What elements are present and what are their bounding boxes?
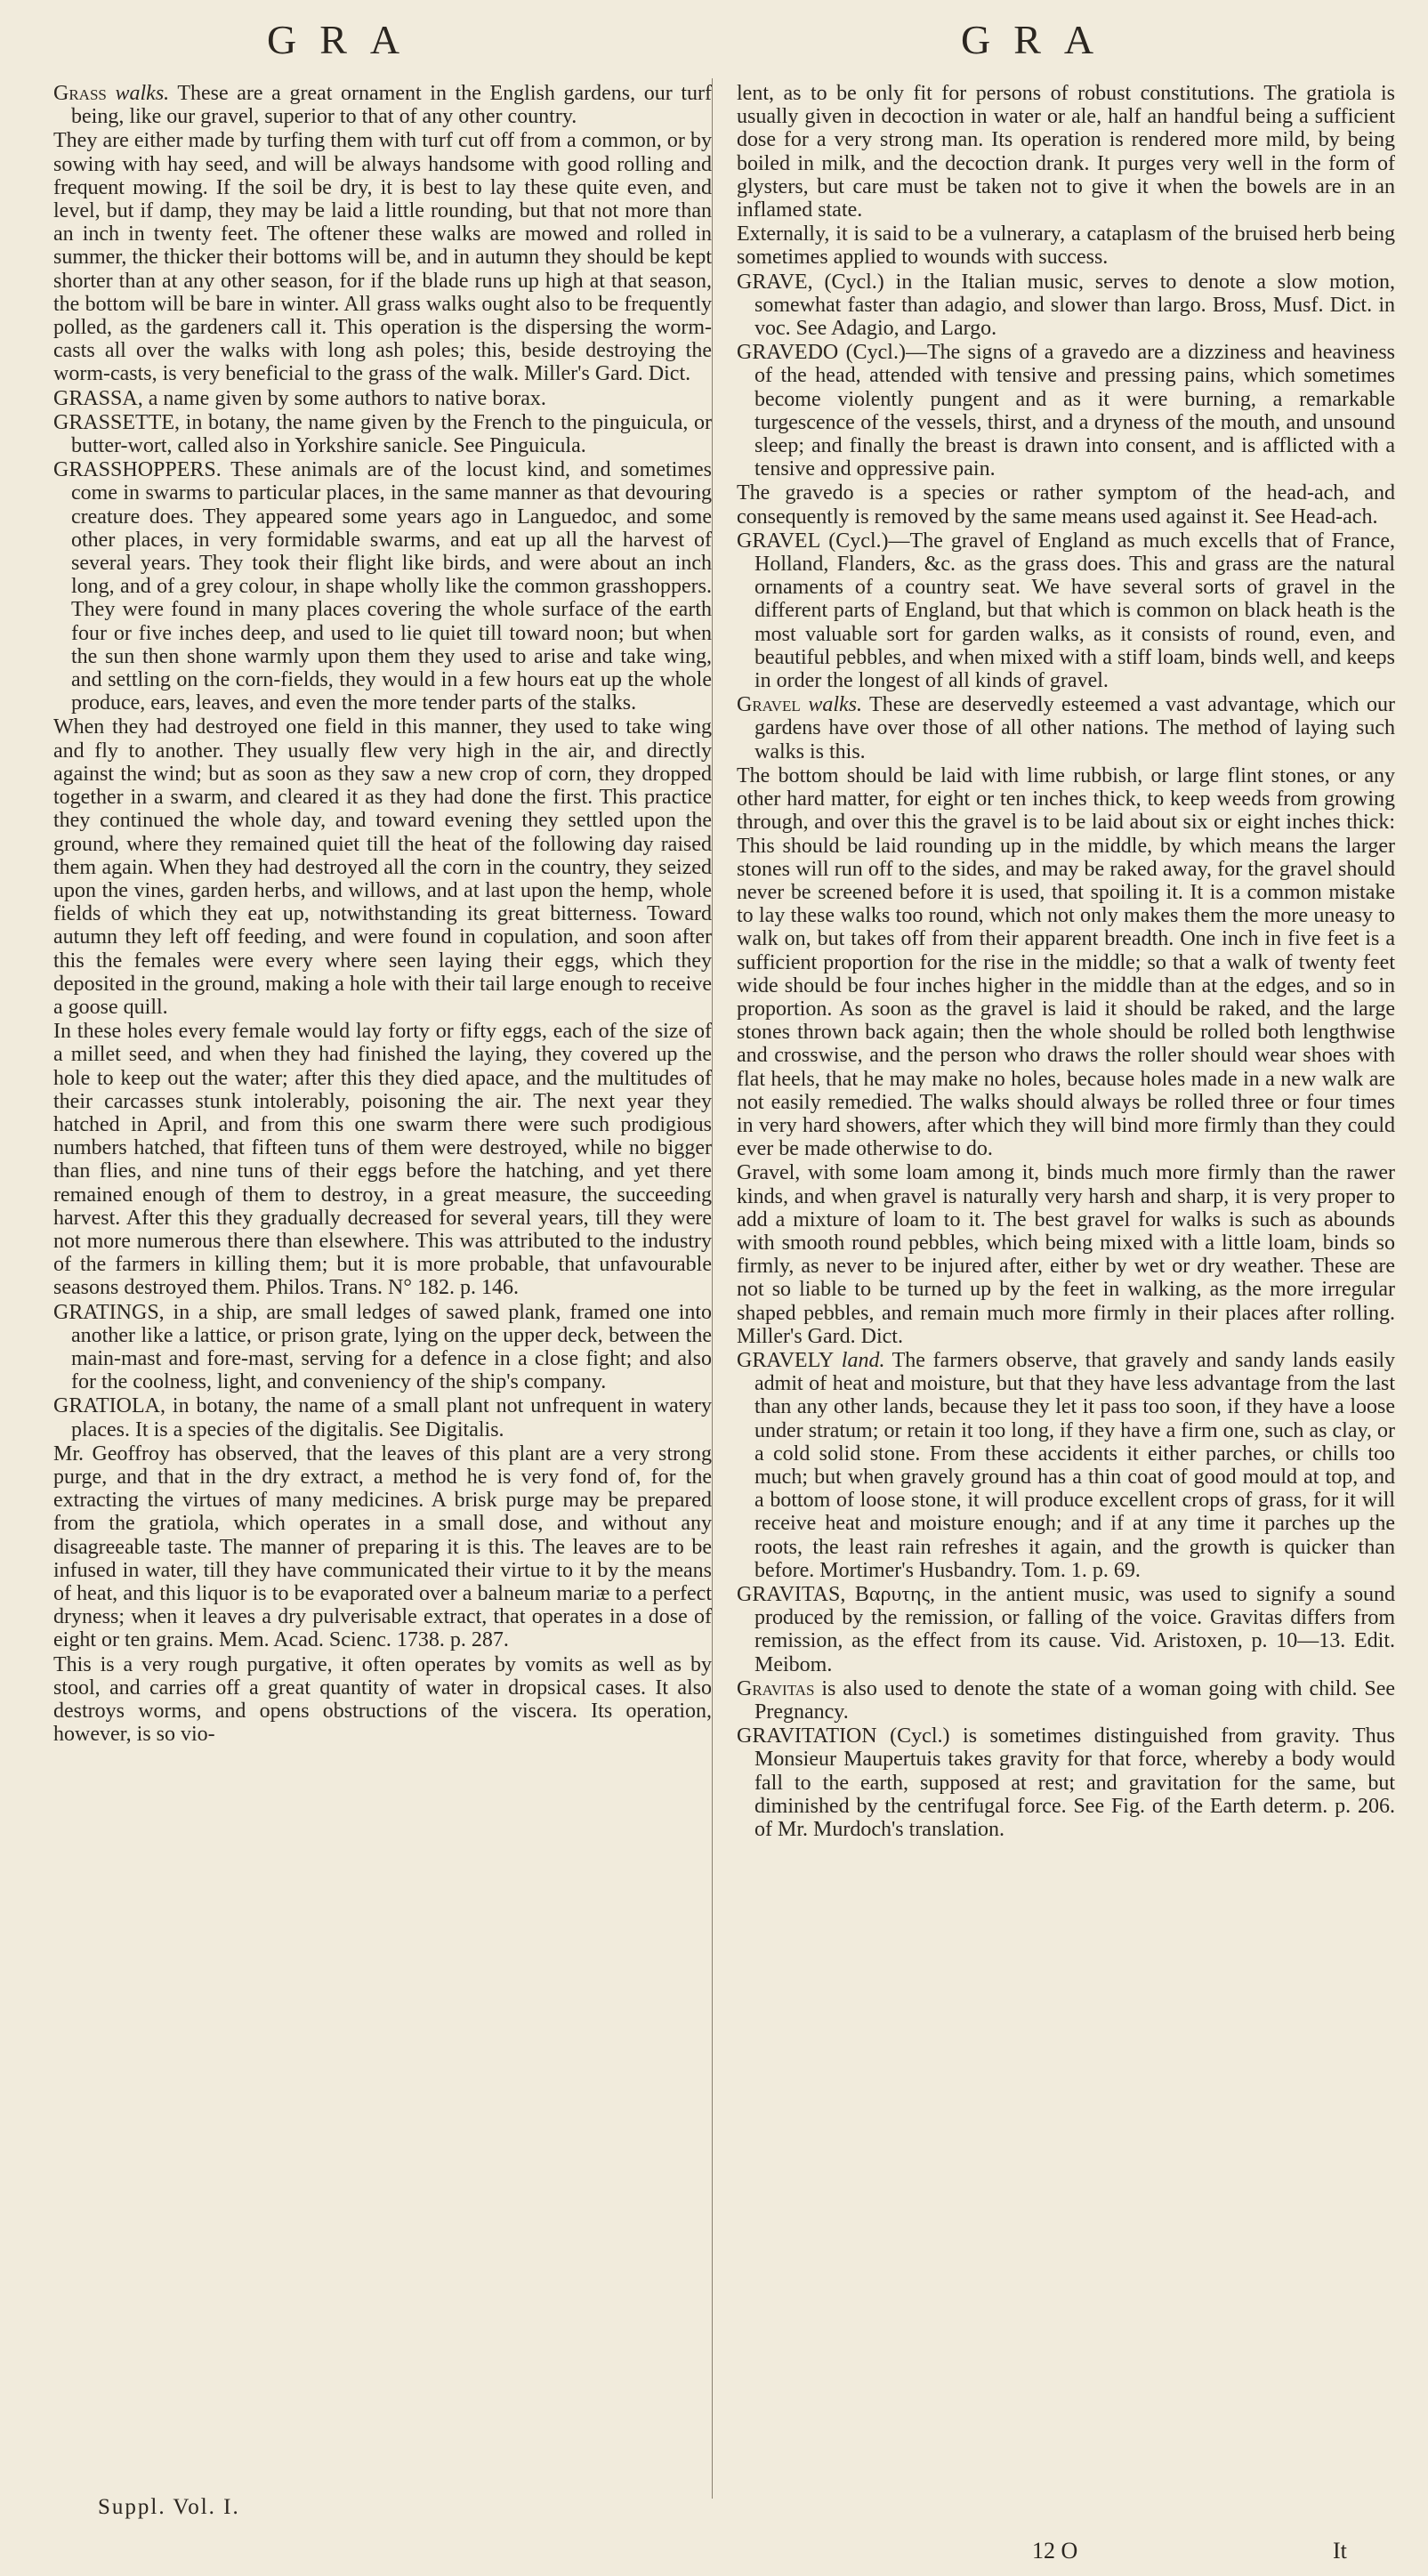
entry-headword: GRAVITAS,	[737, 1583, 846, 1606]
entry-paragraph	[53, 1653, 712, 1747]
entry-headword: GRATINGS,	[53, 1300, 165, 1324]
entry-paragraph	[737, 1161, 1395, 1348]
right-column	[737, 82, 1395, 1842]
left-column	[53, 82, 712, 1747]
volume-footer: Suppl. Vol. I.	[98, 2495, 240, 2519]
entry-headword: Grass	[53, 82, 107, 105]
entry-headword: GRAVEL	[737, 529, 821, 553]
entry-text: These animals are of the locust kind, and sometimes come in swarms to particular places, in the same manner as that devouring creature does. They appeared some years ago in Languedoc, and some other places, in very formidable swarms, and eat up all the harvest of several years. They took their flight like birds, and were about an inch long, and of a grey colour, in shape wholly like the common grasshoppers. They were found in many places covering the whole surface of the earth four or five inches deep, and used to lie quiet till toward noon; but when the sun then shone warmly upon them they used to arise and take wing, and settling on the corn-fields, they would in a few hours eat up the whole produce, ears, leaves, and even the more tender parts of the stalks.	[71, 458, 712, 715]
entry-text: The bottom should be laid with lime rubbish, or large flint stones, or any other hard matter, for eight or ten inches thick, to keep weeds from growing through, and over this the gravel is to be laid about six or eight inches thick: This should be laid rounding up in the middle, by which means the larger stones will run off to the sides, and may be raked away, for the gravel should never be screened before it is used, that spoiling it. It is a common mistake to lay these walks too round, which not only makes them the more uneasy to walk on, but takes off from their apparent breadth. One inch in five feet is a sufficient proportion for the rise in the middle; so that a walk of twenty feet wide should be four inches higher in the middle than at the edges, and so in proportion. As soon as the gravel is laid it should be raked, and the large stones thrown back again; then the whole should be rolled both lengthwise and crosswise, and the person who draws the roller should wear shoes with flat heels, that he may make no holes, because holes made in a new walk are not easily remedied. The walks should always be rolled three or four times in very hard showers, after which they will bind more firmly than they could ever be made otherwise to do.	[737, 763, 1395, 1161]
entry-text: These are deservedly esteemed a vast advantage, which our gardens have over those of all other nations. The method of laying such walks is this.	[754, 693, 1396, 763]
running-head-left: GRA	[267, 17, 424, 62]
entry-headword-qualifier: land.	[841, 1348, 885, 1372]
entry-paragraph	[737, 82, 1395, 222]
entry-headword: GRAVELY	[737, 1348, 835, 1372]
entry-text: in a ship, are small ledges of sawed plank, framed one into another like a lattice, or prison grate, lying on the upper deck, between the main-mast and fore-mast, serving for a defence in a close fight; and also for the coolness, light, and conveniency of the ship's company.	[71, 1300, 712, 1394]
entry-text: in botany, the name given by the French to the pinguicula, or butter-wort, called also in Yorkshire sanicle. See Pinguicula.	[71, 410, 712, 458]
entry-text: a name given by some authors to native borax.	[142, 386, 546, 410]
entry-text: This is a very rough purgative, it often operates by vomits as well as by stool, and carries off a great quantity of water in dropsical cases. It also destroys worms, and opens obstructions of the viscera. Its operation, however, is so vio-	[53, 1652, 712, 1747]
entry-paragraph	[737, 481, 1395, 528]
dictionary-entry	[53, 458, 712, 715]
dictionary-entry	[737, 1724, 1395, 1841]
entry-text: Gravel, with some loam among it, binds much more firmly than the rawer kinds, and when gravel is naturally very harsh and sharp, it is very proper to add a mixture of loam to it. The best gravel for walks is such as abounds with smooth round pebbles, which being mixed with a little loam, binds so firmly, as never to be injured after, either by wet or dry weather. These are not so liable to be turned up by the feet in walking, as the more irregular shaped pebbles, and remain much more firmly in their places after rolling. Miller's Gard. Dict.	[737, 1161, 1395, 1348]
entry-text: Βαρυτης, in the antient music, was used to signify a sound produced by the remission, or falling of the voice. Gravitas differs from remission, as the effect from its cause. Vid. Aristoxen, p. 10—13. Edit. Meibom.	[754, 1583, 1395, 1676]
dictionary-entry	[737, 271, 1395, 341]
dictionary-entry	[53, 1301, 712, 1394]
entry-headword: Gravitas	[737, 1676, 815, 1700]
entry-text: They are either made by turfing them with turf cut off from a common, or by sowing with hay seed, and will be always handsome with good rolling and frequent mowing. If the soil be dry, it is best to lay these quite even, and level, but if damp, they may be laid a little rounding, but that not more than an inch in twenty feet. The oftener these walks are mowed and rolled in summer, the thicker their bottoms will be, and in autumn they should be kept shorter than at any other season, for if the blade runs up high at that season, the bottom will be bare in winter. All grass walks ought also to be frequently polled, as the gardeners call it. This operation is the dispersing the worm-casts all over the walks with long ash poles; this, beside destroying the worm-casts, is very beneficial to the grass of the walk. Miller's Gard. Dict.	[53, 129, 712, 386]
entry-headword-qualifier: walks.	[808, 693, 862, 717]
entry-text: In these holes every female would lay forty or fifty eggs, each of the size of a millet seed, and when they had finished the laying, they covered up the hole to keep out the water; after this they died apace, and the multitudes of their carcasses stunk intolerably, poisoning the air. The next year they hatched in April, and from this one swarm there were such prodigious numbers hatched, that fifteen tuns of them were destroyed, while no bigger than flies, and nine tuns of their eggs before the hatching, and yet there remained enough of them to destroy, in a great measure, the succeeding harvest. After this they gradually decreased for several years, till they were not more numerous there than elsewhere. This was attributed to the industry of the farmers in killing them; but it is more probable, that unfavourable seasons destroyed them. Philos. Trans. N° 182. p. 146.	[53, 1020, 712, 1300]
dictionary-entry	[737, 1583, 1395, 1676]
entry-text: is also used to denote the state of a woman going with child. See Pregnancy.	[754, 1676, 1395, 1724]
entry-headword: GRASSETTE,	[53, 410, 181, 434]
dictionary-entry	[53, 82, 712, 128]
entry-text: Externally, it is said to be a vulnerary, a cataplasm of the bruised herb being sometimes applied to wounds with success.	[737, 222, 1395, 270]
dictionary-entry	[737, 341, 1395, 480]
dictionary-entry	[53, 387, 712, 410]
entry-paragraph	[53, 715, 712, 1019]
entry-text: (Cycl.) in the Italian music, serves to denote a slow motion, somewhat faster than adagio, and slower than largo. Bross, Musf. Dict. in voc. See Adagio, and Largo.	[754, 270, 1395, 341]
entry-headword: Gravel	[737, 693, 801, 717]
entry-text: (Cycl.) is sometimes distinguished from gravity. Thus Monsieur Maupertuis takes gravity for that force, whereby a body would fall to the earth, supposed at rest; and gravitation for the same, but diminished by the centrifugal force. See Fig. of the Earth determ. p. 206. of Mr. Murdoch's translation.	[754, 1724, 1395, 1842]
entry-headword: GRASSHOPPERS.	[53, 458, 222, 482]
dictionary-entry	[737, 529, 1395, 692]
running-head-right: GRA	[961, 17, 1117, 62]
entry-text: (Cycl.)—The signs of a gravedo are a dizziness and heaviness of the head, attended with tensive and pressing pains, which sometimes become violently pungent and as it were burning, a remarkable turgescence of the vessels, thirst, and a dryness of the mouth, and unsound sleep; and finally the breast is drawn into consent, and is afflicted with a tensive and oppressive pain.	[754, 341, 1395, 481]
entry-headword: GRAVITATION	[737, 1724, 877, 1748]
entry-headword: GRATIOLA,	[53, 1394, 165, 1418]
signature-mark: 12 O	[1032, 2538, 1078, 2564]
dictionary-entry	[737, 1349, 1395, 1582]
catchword: It	[1333, 2538, 1347, 2564]
dictionary-entry	[737, 1677, 1395, 1724]
entry-text: The gravedo is a species or rather symptom of the head-ach, and consequently is removed by the same means used against it. See Head-ach.	[737, 481, 1395, 529]
entry-text: The farmers observe, that gravely and sandy lands easily admit of heat and moisture, but that they have less advantage from the last than any other lands, because they let it pass too soon, if they have a loose under stratum; or retain it too long, if they have a firm one, such as clay, or a cold solid stone. From these accidents it either parches, or chills too much; but when gravely ground has a thin coat of good mould at top, and a bottom of loose stone, it will produce excellent crops of grass, for it will receive heat and moisture enough; and if at any time it parches up the roots, the least rain refreshes it again, and the growth is quicker than before. Mortimer's Husbandry. Tom. 1. p. 69.	[754, 1348, 1396, 1582]
entry-headword: GRAVE,	[737, 270, 813, 294]
entry-text: in botany, the name of a small plant not unfrequent in watery places. It is a species of the digitalis. See Digitalis.	[71, 1394, 712, 1441]
dictionary-entry	[737, 693, 1395, 763]
entry-paragraph	[53, 1442, 712, 1652]
entry-headword: GRASSA,	[53, 386, 143, 410]
entry-paragraph	[737, 764, 1395, 1160]
entry-text: When they had destroyed one field in this manner, they used to take wing and fly to another. They usually flew very high in the air, and directly against the wind; but as soon as they saw a new crop of corn, they dropped together in a swarm, and cleared it as they had done the first. This practice they continued the whole day, and toward evening they settled upon the ground, where they remained quiet till the heat of the following day raised them again. When they had destroyed all the corn in the country, they seized upon the vines, garden herbs, and willows, and at last upon the hemp, whole fields of which they eat up, notwithstanding its great bitterness. Toward autumn they left off feeding, and were found in copulation, and soon after this the females were every where seen laying their eggs, which they deposited in the ground, making a hole with their tail large enough to receive a goose quill.	[53, 715, 712, 1019]
column-divider	[712, 78, 713, 2499]
entry-headword: GRAVEDO	[737, 341, 839, 365]
dictionary-entry	[53, 411, 712, 457]
dictionary-entry	[53, 1394, 712, 1441]
entry-paragraph	[53, 129, 712, 385]
entry-text: Mr. Geoffroy has observed, that the leaves of this plant are a very strong purge, and that in the dry extract, a method he is very fond of, for the extracting the virtues of many medicines. A brisk purge may be prepared from the gratiola, which operates in a small dose, and without any disagreeable taste. The manner of preparing it is this. The leaves are to be infused in water, till they have communicated their virtue to it by the means of heat, and this liquor is to be evaporated over a balneum mariæ to a perfect dryness; when it leaves a dry pulverisable extract, that operates in a dose of eight or ten grains. Mem. Acad. Scienc. 1738. p. 287.	[53, 1441, 712, 1652]
entry-headword-qualifier: walks.	[115, 82, 170, 105]
entry-paragraph	[53, 1020, 712, 1299]
entry-paragraph	[737, 222, 1395, 269]
entry-text: These are a great ornament in the English gardens, our turf being, like our gravel, superior to that of any other country.	[71, 82, 712, 129]
entry-text: lent, as to be only fit for persons of robust constitutions. The gratiola is usually given in decoction in water or ale, half an handful being a sufficient dose for a very strong man. Its operation is rendered more mild, by being boiled in milk, and the decoction drank. It purges very well in the form of glysters, but care must be taken not to give it when the bowels are in an inflamed state.	[737, 82, 1395, 222]
entry-text: (Cycl.)—The gravel of England as much excells that of France, Holland, Flanders, &c. as the grass does. This and grass are the natural ornaments of a country seat. We have several sorts of gravel in the different parts of England, but that which is common on black heath is the most valuable sort for garden walks, as it consists of round, even, and beautiful pebbles, and when mixed with a stiff loam, binds well, and keeps in order the longest of all kinds of gravel.	[754, 529, 1395, 693]
